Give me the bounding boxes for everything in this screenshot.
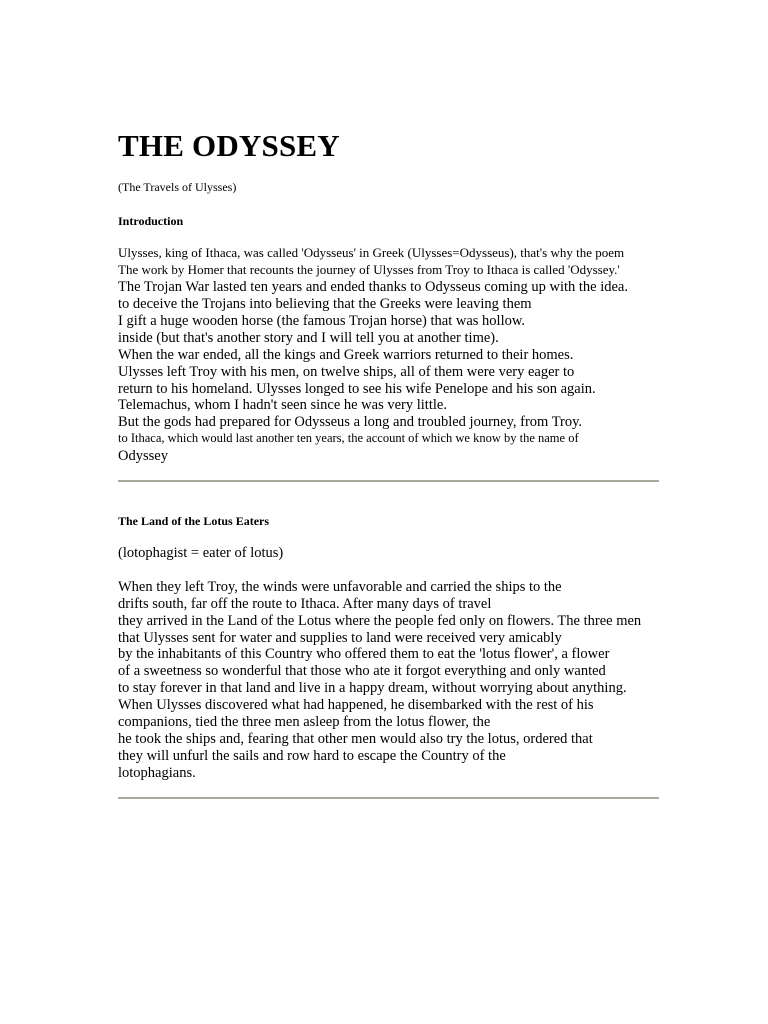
lotus-line: lotophagians. [118,765,196,781]
lotus-line: that Ulysses sent for water and supplies to land were received very amicably [118,630,562,646]
lotus-line: When Ulysses discovered what had happened, he disembarked with the rest of his [118,697,594,713]
lotus-note: (lotophagist = eater of lotus) [118,545,284,561]
intro-line: Ulysses left Troy with his men, on twelve ships, all of them were very eager to [118,364,575,380]
intro-line: to deceive the Trojans into believing that the Greeks were leaving them [118,296,532,312]
lotus-heading: The Land of the Lotus Eaters [118,514,270,528]
intro-line: I gift a huge wooden horse (the famous Trojan horse) that was hollow. [118,313,525,329]
lotus-line: When they left Troy, the winds were unfavorable and carried the ships to the [118,579,562,595]
intro-line: When the war ended, all the kings and Greek warriors returned to their homes. [118,347,574,363]
intro-line: to Ithaca, which would last another ten years, the account of which we know by the name of [118,431,579,445]
intro-line: inside (but that's another story and I will tell you at another time). [118,330,499,346]
intro-line: Telemachus, whom I hadn't seen since he was very little. [118,397,447,413]
page-subtitle: (The Travels of Ulysses) [118,180,237,194]
lotus-line: they arrived in the Land of the Lotus where the people fed only on flowers. The three men [118,613,642,629]
lotus-line: by the inhabitants of this Country who offered them to eat the 'lotus flower', a flower [118,646,610,662]
intro-line: The work by Homer that recounts the journey of Ulysses from Troy to Ithaca is called 'Odyssey.' [118,262,620,277]
section-divider [118,797,659,799]
section-divider [118,480,659,482]
intro-line: Ulysses, king of Ithaca, was called 'Odysseus' in Greek (Ulysses=Odysseus), that's why the poem [118,245,625,260]
intro-heading: Introduction [118,214,184,228]
lotus-line: he took the ships and, fearing that other men would also try the lotus, ordered that [118,731,593,747]
intro-line: return to his homeland. Ulysses longed to see his wife Penelope and his son again. [118,381,596,397]
lotus-line: drifts south, far off the route to Ithaca. After many days of travel [118,596,492,612]
lotus-line: of a sweetness so wonderful that those who ate it forgot everything and only wanted [118,663,606,679]
intro-line: But the gods had prepared for Odysseus a long and troubled journey, from Troy. [118,414,583,430]
intro-line: The Trojan War lasted ten years and ended thanks to Odysseus coming up with the idea. [118,279,628,295]
page-title: THE ODYSSEY [118,128,340,163]
lotus-line: companions, tied the three men asleep from the lotus flower, the [118,714,491,730]
lotus-line: they will unfurl the sails and row hard to escape the Country of the [118,748,506,764]
lotus-line: to stay forever in that land and live in a happy dream, without worrying about anything. [118,680,627,696]
intro-line: Odyssey [118,448,168,464]
